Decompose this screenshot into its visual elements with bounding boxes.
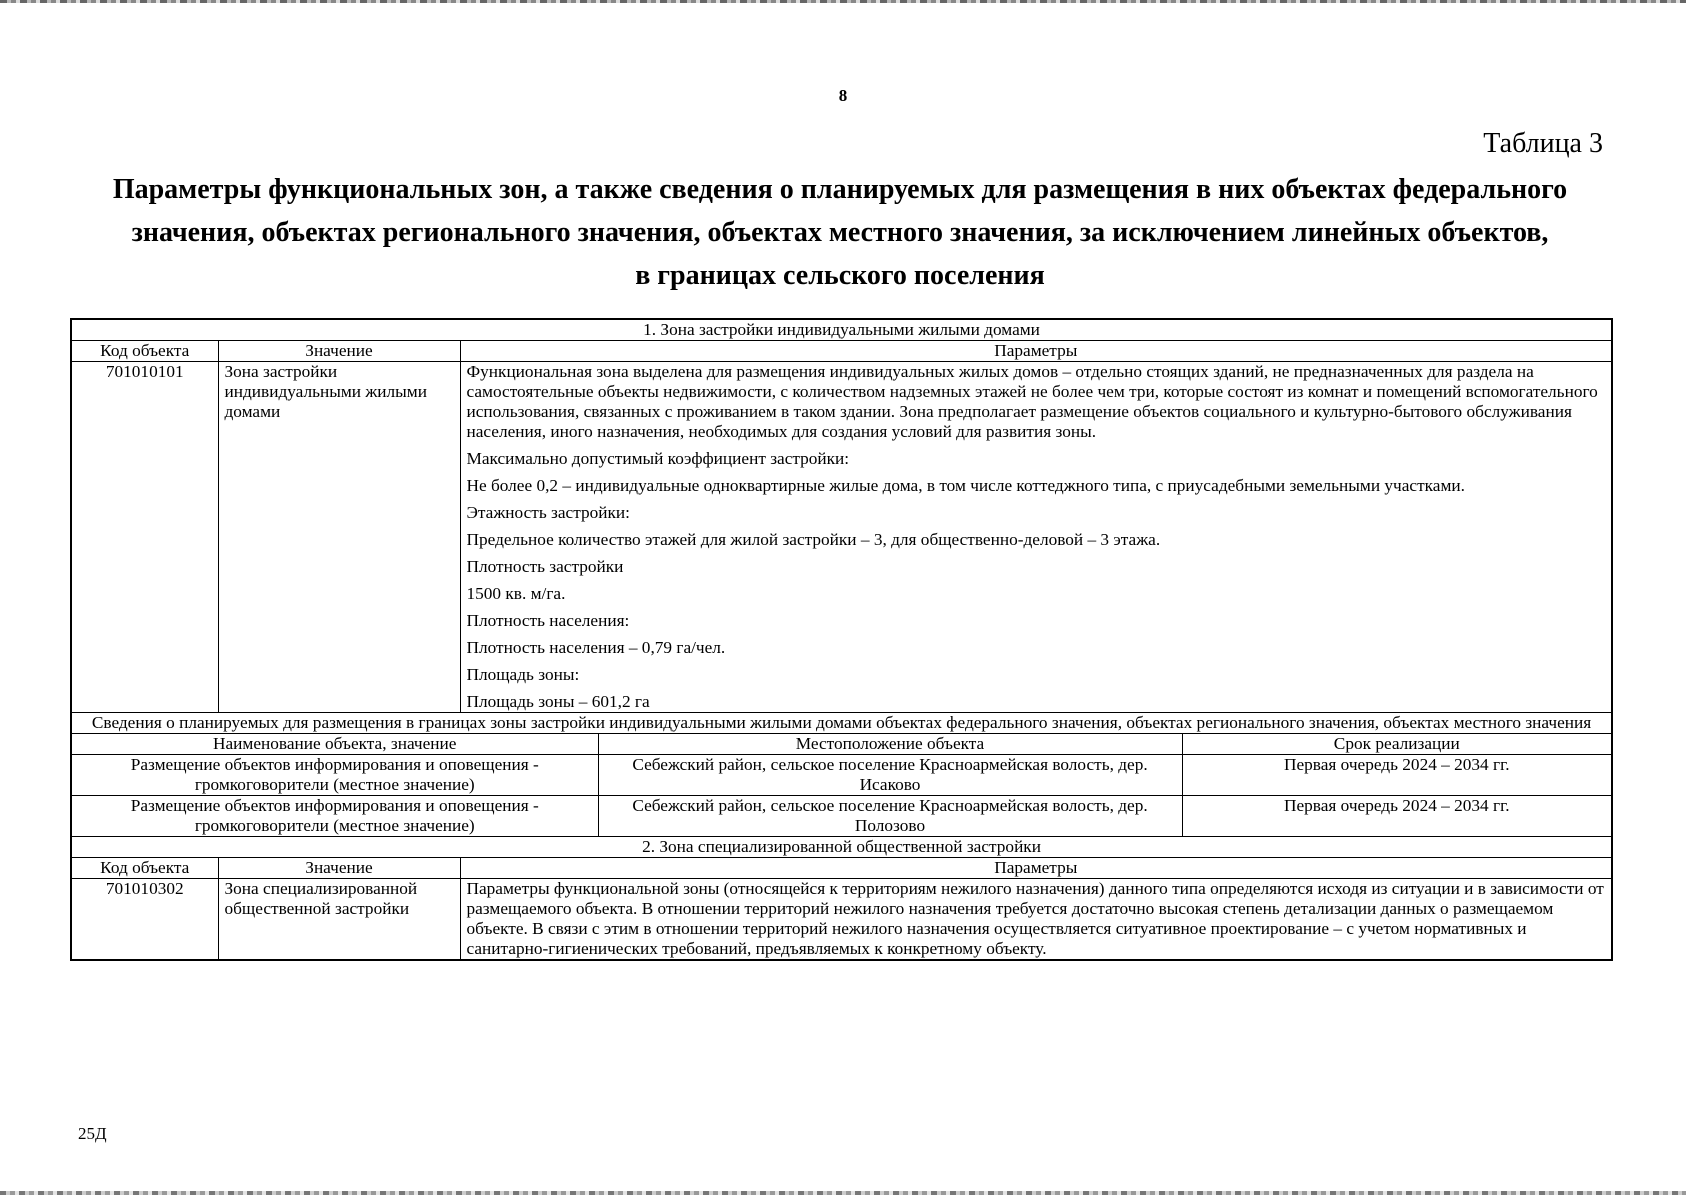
zone1-title-row <box>71 319 1612 341</box>
zone1-object-row <box>71 755 1612 796</box>
zone1-param-9: Площадь зоны: <box>466 665 580 684</box>
zone1-data-row <box>71 362 1612 713</box>
header-code: Код объекта <box>71 858 218 879</box>
zone1-code: 701010101 <box>71 362 218 713</box>
title-line-1: Параметры функциональных зон, а также сведения о планируемых для размещения в них объектах федерального <box>112 174 1568 205</box>
table-label: Таблица 3 <box>1483 128 1603 159</box>
objects-header-term: Срок реализации <box>1182 734 1612 755</box>
zone1-param-8: Плотность населения – 0,79 га/чел. <box>466 638 726 657</box>
header-value: Значение <box>218 341 460 362</box>
document-title <box>90 168 1590 297</box>
zone1-params <box>460 362 1612 713</box>
zone2-param-0: Параметры функциональной зоны (относящейся к территориям нежилого назначения) данного типа определяются исходя из ситуации и в зависимости от размещаемого объекта. В отношении территорий нежилого назначения требуется достаточно высокая степень детализации данных о размещаемом объекте. В связи с этим в отношении территорий нежилого назначения осуществляется ситуативное проектирование – с учетом нормативных и санитарно-гигиенических требований, предъявляемых к конкретному объекту. <box>466 879 1604 958</box>
zone1-param-0: Функциональная зона выделена для размещения индивидуальных жилых домов – отдельно стоящих зданий, не предназначенных для раздела на самостоятельные объекты недвижимости, с количеством надземных этажей не более чем три, которые состоят из комнат и помещений вспомогательного использования, связанных с проживанием в таком здании. Зона предполагает размещение объектов социального и культурно-бытового обслуживания населения, иного назначения, необходимых для создания условий для развития зоны. <box>466 362 1598 441</box>
zone2-code: 701010302 <box>71 879 218 961</box>
zone1-objects-heading-row <box>71 713 1612 734</box>
zone1-object-row <box>71 796 1612 837</box>
zone1-param-1: Максимально допустимый коэффициент застройки: <box>466 449 850 468</box>
footer-code: 25Д <box>78 1124 107 1143</box>
object-location: Себежский район, сельское поселение Красноармейская волость, дер. Полозово <box>598 796 1182 837</box>
zone1-param-2: Не более 0,2 – индивидуальные одноквартирные жилые дома, в том числе коттеджного типа, с приусадебными земельными участками. <box>466 476 1465 495</box>
zone1-param-4: Предельное количество этажей для жилой застройки – 3, для общественно-деловой – 3 этажа. <box>466 530 1161 549</box>
title-line-3: в границах сельского поселения <box>635 260 1045 291</box>
object-name: Размещение объектов информирования и оповещения - громкоговорители (местное значение) <box>71 796 598 837</box>
scan-edge-top <box>0 0 1686 3</box>
scan-edge-bottom <box>0 1191 1686 1195</box>
zone1-title: 1. Зона застройки индивидуальными жилыми домами <box>71 319 1612 341</box>
title-line-2: значения, объектах регионального значения, объектах местного значения, за исключением линейных объектов, <box>131 217 1549 248</box>
zones-table-wrapper <box>70 318 1611 961</box>
object-term: Первая очередь 2024 – 2034 гг. <box>1182 796 1612 837</box>
object-term: Первая очередь 2024 – 2034 гг. <box>1182 755 1612 796</box>
zone1-param-7: Плотность населения: <box>466 611 630 630</box>
zone1-objects-heading: Сведения о планируемых для размещения в границах зоны застройки индивидуальными жилыми домами объектах федерального значения, объектах регионального значения, объектах местного значения <box>71 713 1612 734</box>
zone2-name: Зона специализированной общественной застройки <box>218 879 460 961</box>
zone1-header-row <box>71 341 1612 362</box>
zone2-header-row <box>71 858 1612 879</box>
zone1-objects-header-row <box>71 734 1612 755</box>
zone2-data-row <box>71 879 1612 961</box>
zone1-param-6: 1500 кв. м/га. <box>466 584 566 603</box>
zone1-param-3: Этажность застройки: <box>466 503 630 522</box>
object-location: Себежский район, сельское поселение Красноармейская волость, дер. Исаково <box>598 755 1182 796</box>
header-params: Параметры <box>460 858 1612 879</box>
zone2-title: 2. Зона специализированной общественной застройки <box>71 837 1612 858</box>
header-value: Значение <box>218 858 460 879</box>
zones-table <box>70 318 1613 961</box>
objects-header-location: Местоположение объекта <box>598 734 1182 755</box>
zone1-param-10: Площадь зоны – 601,2 га <box>466 692 650 711</box>
objects-header-name: Наименование объекта, значение <box>71 734 598 755</box>
header-params: Параметры <box>460 341 1612 362</box>
zone2-title-row <box>71 837 1612 858</box>
object-name: Размещение объектов информирования и оповещения - громкоговорители (местное значение) <box>71 755 598 796</box>
zone2-params <box>460 879 1612 961</box>
zone1-name: Зона застройки индивидуальными жилыми домами <box>218 362 460 713</box>
page-number: 8 <box>838 86 848 105</box>
zone1-param-5: Плотность застройки <box>466 557 624 576</box>
header-code: Код объекта <box>71 341 218 362</box>
